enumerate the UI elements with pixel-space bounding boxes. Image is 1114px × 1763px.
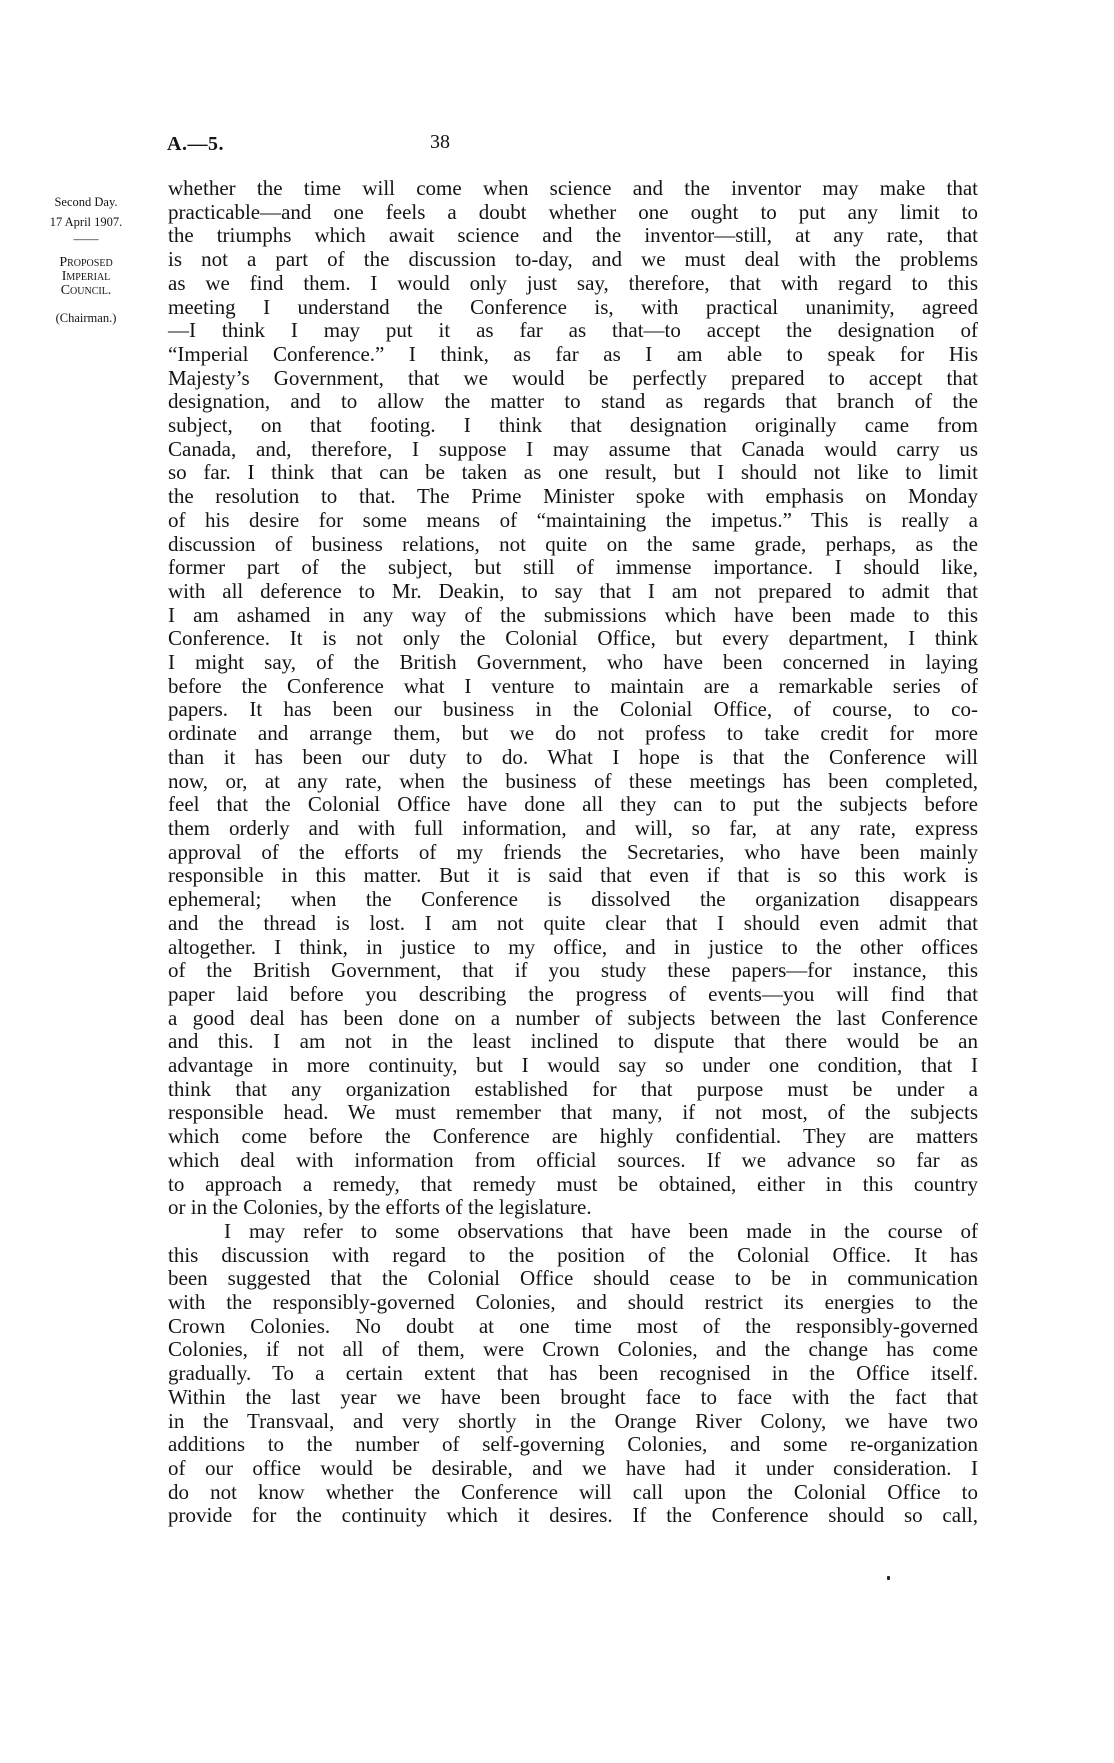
text-line: or in the Colonies, by the efforts of the legislature.: [168, 1195, 592, 1220]
text-line: now, or, at any rate, when the business of these meetings has been completed,: [168, 768, 978, 793]
text-line: gradually. To a certain extent that has been recognised in the Office itself.: [168, 1361, 978, 1386]
text-line: Within the last year we have been brought face to face with the fact that: [168, 1384, 978, 1409]
text-line: the triumphs which await science and the inventor—still, at any rate, that: [168, 223, 978, 248]
text-line: of the British Government, that if you study these papers—for instance, this: [168, 958, 978, 983]
text-line: and this. I am not in the least inclined to dispute that there would be an: [168, 1029, 978, 1054]
text-line: with the responsibly-governed Colonies, and should restrict its energies to the: [168, 1290, 978, 1315]
text-line: I might say, of the British Government, who have been concerned in laying: [168, 650, 978, 675]
text-line: “Imperial Conference.” I think, as far as I am able to speak for His: [168, 341, 978, 366]
text-line: responsible in this matter. But it is said that even if that is so this work is: [168, 863, 978, 888]
margin-subject-2: Imperial: [61, 269, 111, 284]
text-line: them orderly and with full information, and will, so far, at any rate, express: [168, 815, 978, 840]
text-line: of our office would be desirable, and we have had it under consideration. I: [168, 1455, 978, 1480]
text-line: in the Transvaal, and very shortly in the Orange River Colony, we have two: [168, 1408, 978, 1433]
text-line: as we find them. I would only just say, therefore, that with regard to this: [168, 270, 978, 295]
document-reference: A.—5.: [167, 133, 224, 155]
margin-day: Second Day.: [54, 195, 118, 209]
text-line: so far. I think that can be taken as one result, but I should not like to limit: [168, 460, 978, 485]
text-line: —I think I may put it as far as that—to accept the designation of: [168, 318, 978, 343]
text-line: Crown Colonies. No doubt at one time most of the responsibly-governed: [168, 1313, 978, 1338]
text-line: the resolution to that. The Prime Minister spoke with emphasis on Monday: [168, 484, 978, 509]
text-line: practicable—and one feels a doubt whether one ought to put any limit to: [168, 199, 978, 224]
text-line: ephemeral; when the Conference is dissolved the organization disappears: [168, 887, 978, 912]
text-line: I am ashamed in any way of the submissions which have been made to this: [168, 602, 978, 627]
text-line: of his desire for some means of “maintaining the impetus.” This is really a: [168, 507, 978, 532]
text-line: discussion of business relations, not quite on the same grade, perhaps, as the: [168, 531, 978, 556]
text-line: provide for the continuity which it desires. If the Conference should so call,: [168, 1503, 978, 1528]
text-line: Majesty’s Government, that we would be perfectly prepared to accept that: [168, 365, 978, 390]
margin-subject-1: Proposed: [59, 255, 113, 270]
text-line: approval of the efforts of my friends the Secretaries, who have been mainly: [168, 839, 978, 864]
margin-notes: [22, 192, 150, 328]
text-line: altogether. I think, in justice to my office, and in justice to the other offices: [168, 934, 978, 959]
text-line: designation, and to allow the matter to stand as regards that branch of the: [168, 389, 978, 414]
body-text: [168, 177, 978, 1528]
margin-date: 17 April 1907.: [49, 215, 123, 229]
text-line: and the thread is lost. I am not quite clear that I should even admit that: [168, 910, 978, 935]
text-line: additions to the number of self-governing Colonies, and some re-organization: [168, 1432, 978, 1457]
text-line: former part of the subject, but still of immense importance. I should like,: [168, 555, 978, 580]
margin-subject-3: Council.: [60, 283, 112, 298]
margin-speaker: (Chairman.): [55, 311, 117, 325]
text-line: which come before the Conference are highly confidential. They are matters: [168, 1124, 978, 1149]
text-line: I may refer to some observations that have been made in the course of: [224, 1218, 978, 1243]
text-line: with all deference to Mr. Deakin, to say that I am not prepared to admit that: [168, 578, 978, 603]
text-line: a good deal has been done on a number of subjects between the last Conference: [168, 1005, 978, 1030]
text-line: feel that the Colonial Office have done all they can to put the subjects before: [168, 792, 978, 817]
text-line: do not know whether the Conference will call upon the Colonial Office to: [168, 1479, 978, 1504]
text-line: this discussion with regard to the position of the Colonial Office. It has: [168, 1242, 978, 1267]
text-line: paper laid before you describing the progress of events—you will find that: [168, 981, 978, 1006]
text-line: than it has been our duty to do. What I hope is that the Conference will: [168, 744, 978, 769]
text-line: responsible head. We must remember that many, if not most, of the subjects: [168, 1100, 978, 1125]
text-line: subject, on that footing. I think that designation originally came from: [168, 413, 978, 438]
text-line: advantage in more continuity, but I would say so under one condition, that I: [168, 1053, 978, 1078]
text-line: Colonies, if not all of them, were Crown Colonies, and the change has come: [168, 1337, 978, 1362]
text-line: think that any organization established for that purpose must be under a: [168, 1076, 978, 1101]
text-line: whether the time will come when science and the inventor may make that: [168, 176, 978, 200]
text-line: Canada, and, therefore, I suppose I may assume that Canada would carry us: [168, 436, 978, 461]
text-line: papers. It has been our business in the Colonial Office, of course, to co-: [168, 697, 978, 722]
text-line: been suggested that the Colonial Office should cease to be in communication: [168, 1266, 978, 1291]
text-line: which deal with information from official sources. If we advance so far as: [168, 1147, 978, 1172]
text-line: Conference. It is not only the Colonial Office, but every department, I think: [168, 626, 978, 651]
text-line: meeting I understand the Conference is, with practical unanimity, agreed: [168, 294, 978, 319]
margin-dash: ——: [73, 232, 99, 246]
page-number: 38: [430, 131, 450, 153]
margin-gap: [22, 298, 150, 308]
text-line: ordinate and arrange them, but we do not profess to take credit for more: [168, 721, 978, 746]
text-line: is not a part of the discussion to-day, and we must deal with the problems: [168, 247, 978, 272]
text-line: to approach a remedy, that remedy must be obtained, either in this country: [168, 1171, 978, 1196]
stray-mark: [887, 1576, 890, 1580]
text-line: before the Conference what I venture to maintain are a remarkable series of: [168, 673, 978, 698]
